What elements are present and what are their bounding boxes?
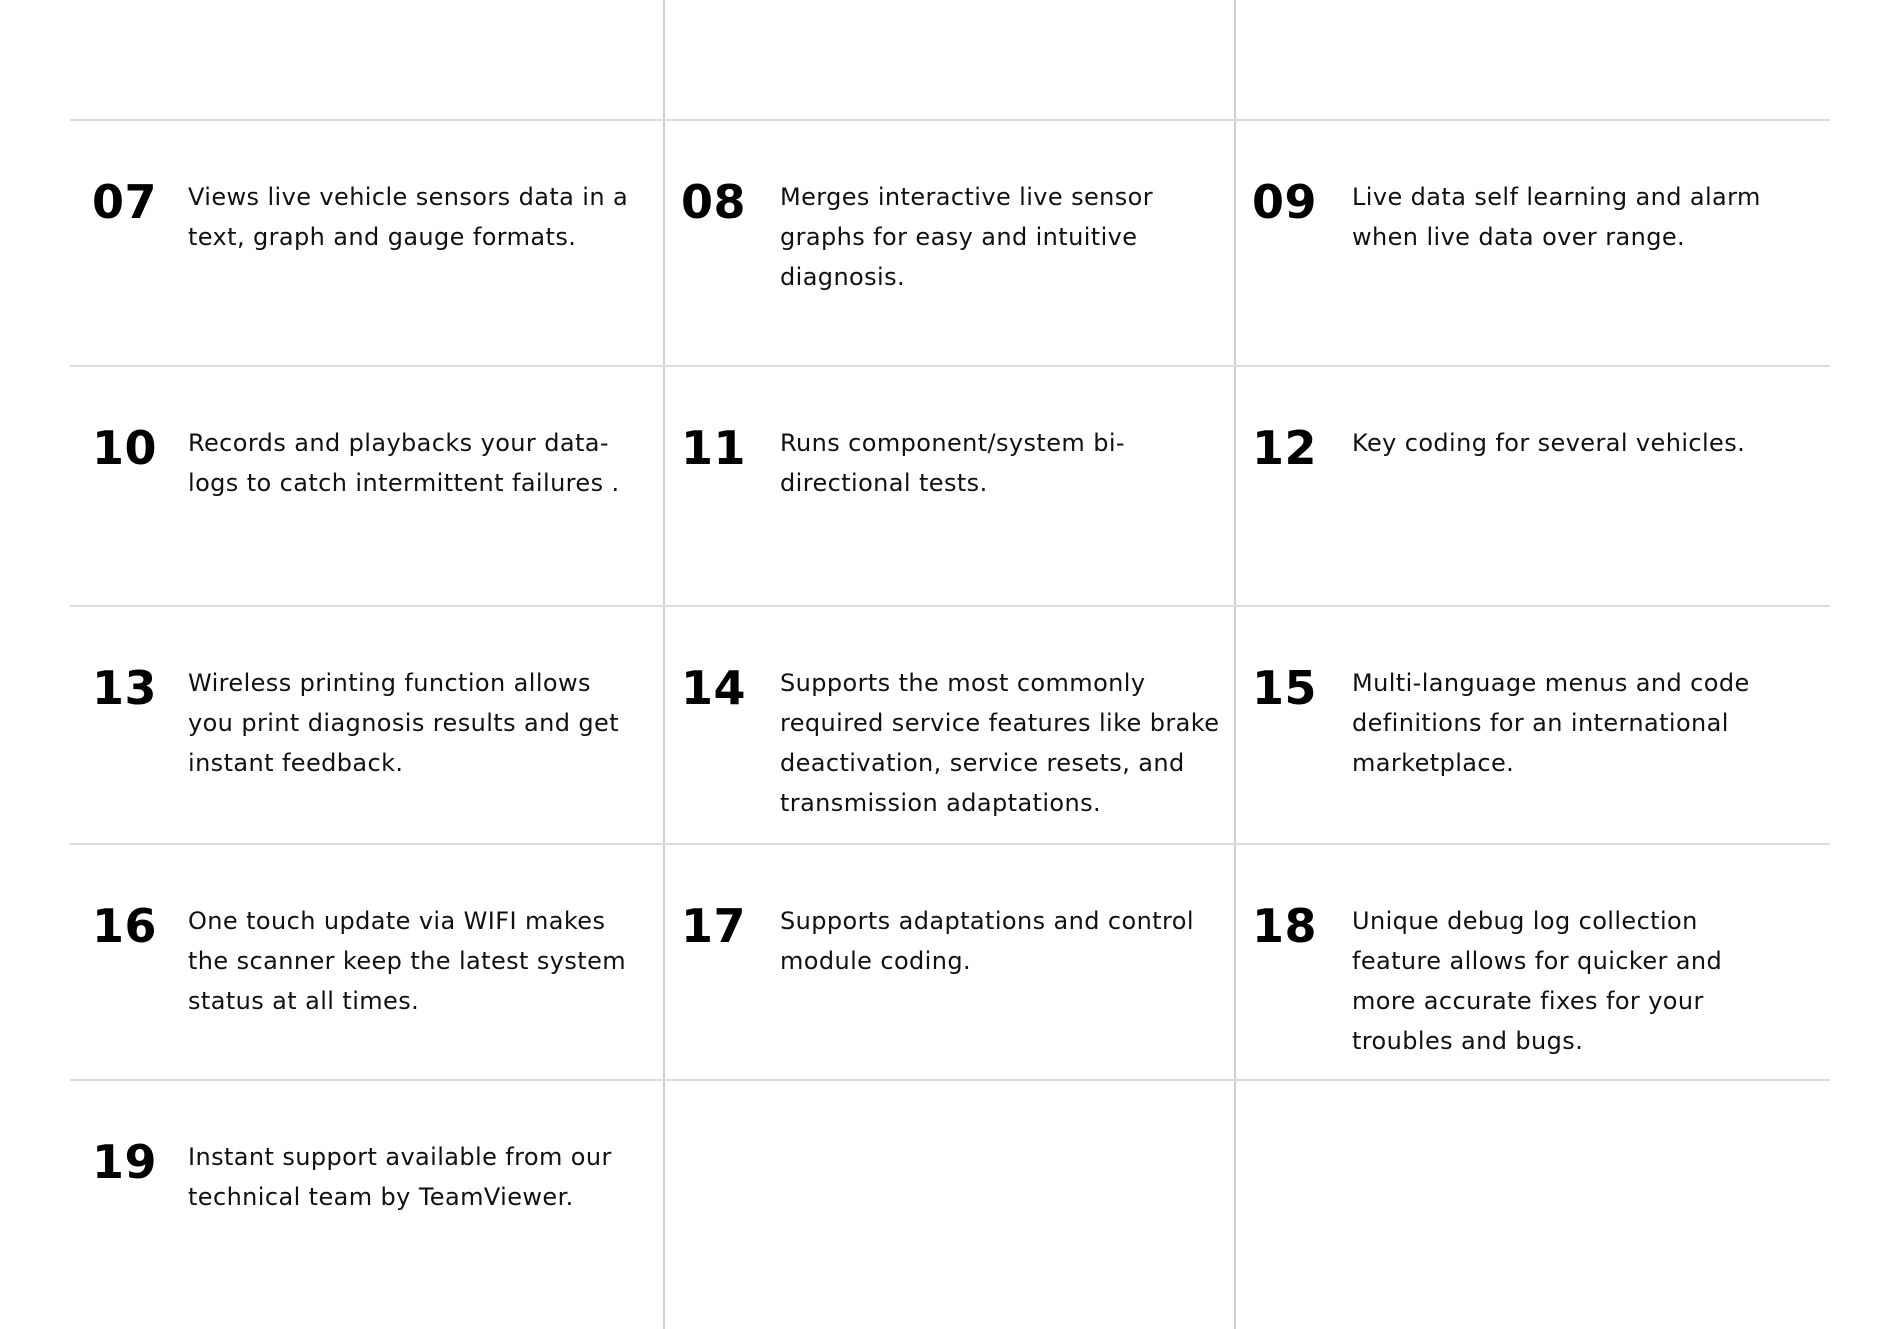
feature-number: 18 <box>1252 899 1318 953</box>
feature-cell <box>665 845 1236 1079</box>
feature-cell-empty <box>70 0 665 119</box>
feature-description: Supports the most commonly required service features like brake deactivation, service resets, and transmission adaptations. <box>780 669 1220 817</box>
feature-row <box>70 0 1830 121</box>
feature-number: 12 <box>1252 421 1318 475</box>
feature-cell-empty <box>665 1081 1236 1329</box>
feature-cell <box>665 607 1236 843</box>
feature-number: 14 <box>681 661 747 715</box>
feature-number: 16 <box>92 899 158 953</box>
feature-cell <box>70 845 665 1079</box>
feature-cell <box>1236 607 1830 843</box>
feature-number: 11 <box>681 421 747 475</box>
feature-description: Live data self learning and alarm when live data over range. <box>1352 183 1761 251</box>
feature-cell-empty <box>665 0 1236 119</box>
feature-row <box>70 367 1830 607</box>
feature-cell <box>70 367 665 605</box>
feature-number: 17 <box>681 899 747 953</box>
feature-description: Runs component/system bi-directional tests. <box>780 429 1125 497</box>
feature-cell-empty <box>1236 0 1830 119</box>
feature-description: Unique debug log collection feature allows for quicker and more accurate fixes for your troubles and bugs. <box>1352 907 1723 1055</box>
feature-number: 10 <box>92 421 158 475</box>
feature-description: Merges interactive live sensor graphs for easy and intuitive diagnosis. <box>780 183 1154 291</box>
feature-cell <box>1236 367 1830 605</box>
feature-cell <box>665 367 1236 605</box>
feature-description: One touch update via WIFI makes the scanner keep the latest system status at all times. <box>188 907 627 1015</box>
feature-cell <box>70 607 665 843</box>
feature-grid <box>70 0 1830 1329</box>
feature-description: Multi-language menus and code definitions for an international marketplace. <box>1352 669 1750 777</box>
feature-cell-empty <box>1236 1081 1830 1329</box>
feature-number: 07 <box>92 175 158 229</box>
feature-number: 13 <box>92 661 158 715</box>
feature-row <box>70 1081 1830 1329</box>
feature-description: Records and playbacks your data-logs to catch intermittent failures . <box>188 429 620 497</box>
feature-description: Key coding for several vehicles. <box>1352 429 1746 457</box>
feature-cell <box>1236 121 1830 365</box>
feature-description: Views live vehicle sensors data in a text, graph and gauge formats. <box>188 183 629 251</box>
feature-number: 08 <box>681 175 747 229</box>
feature-description: Wireless printing function allows you print diagnosis results and get instant feedback. <box>188 669 620 777</box>
feature-number: 15 <box>1252 661 1318 715</box>
feature-cell <box>665 121 1236 365</box>
feature-row <box>70 845 1830 1081</box>
feature-description: Instant support available from our technical team by TeamViewer. <box>188 1143 612 1211</box>
feature-row <box>70 121 1830 367</box>
feature-cell <box>1236 845 1830 1079</box>
feature-description: Supports adaptations and control module coding. <box>780 907 1194 975</box>
feature-number: 09 <box>1252 175 1318 229</box>
feature-cell <box>70 121 665 365</box>
feature-number: 19 <box>92 1135 158 1189</box>
feature-row <box>70 607 1830 845</box>
feature-cell <box>70 1081 665 1329</box>
